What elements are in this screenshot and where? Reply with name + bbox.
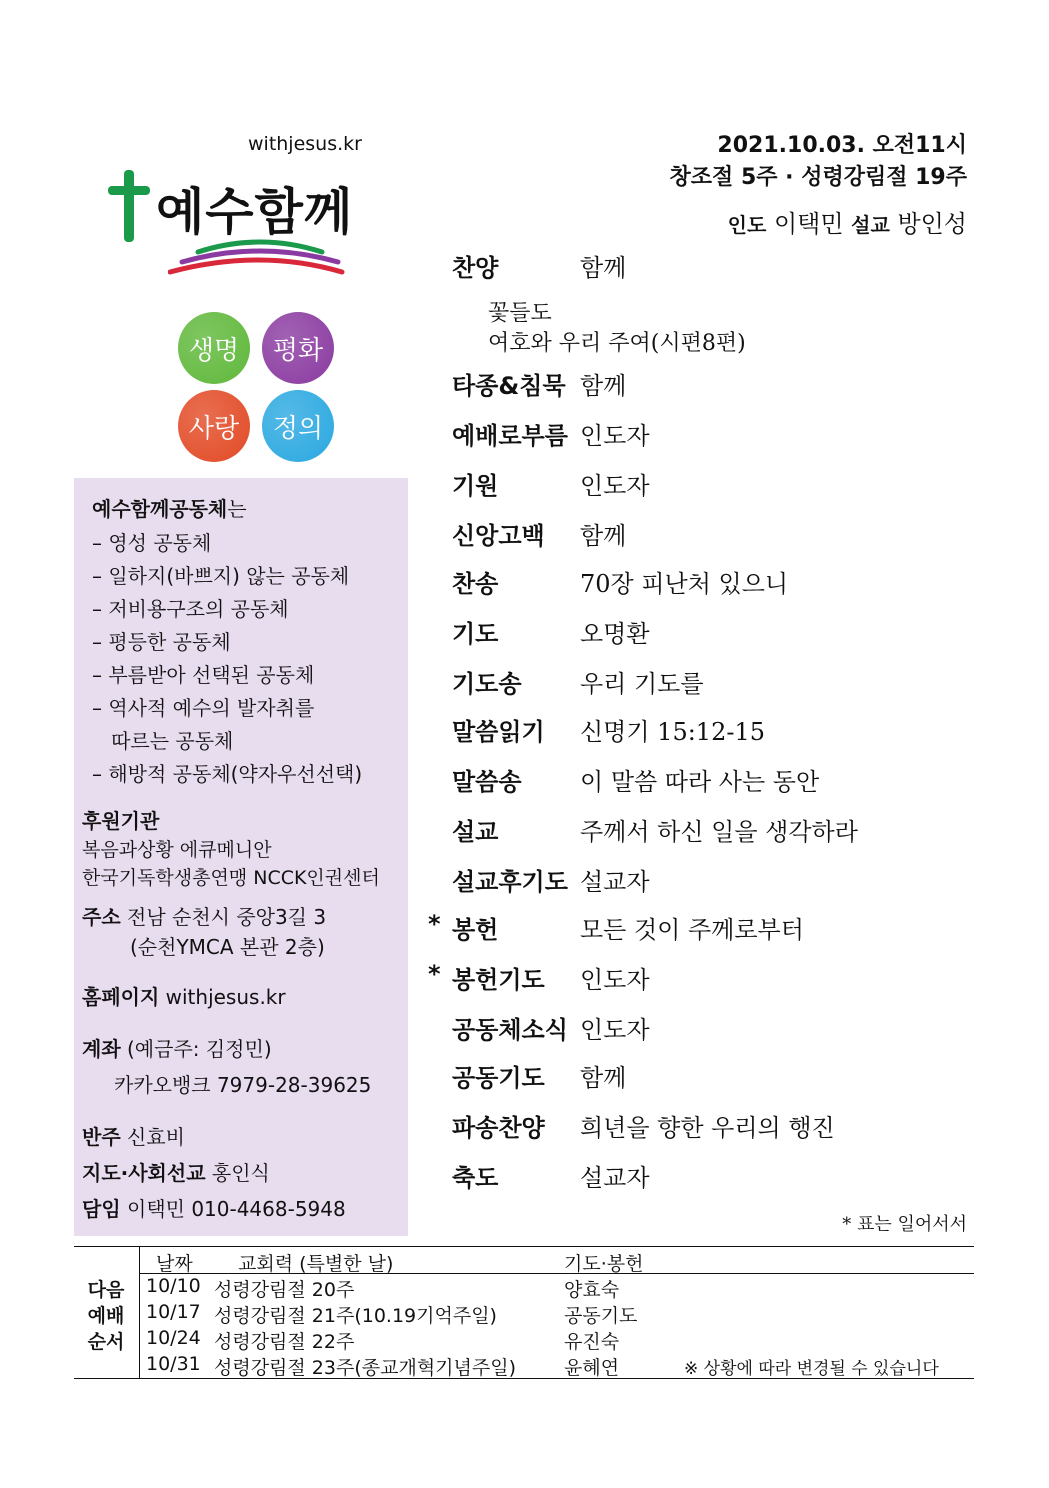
community-heading-suffix: 는 bbox=[227, 497, 247, 521]
order-value: 인도자 bbox=[580, 422, 650, 450]
order-row bbox=[428, 664, 988, 704]
col-header-date: 날짜 bbox=[156, 1253, 193, 1275]
order-row bbox=[428, 564, 988, 604]
order-row bbox=[428, 862, 988, 902]
schedule-calendar-cell: 성령강림절 21주(10.19기억주일) bbox=[214, 1305, 497, 1327]
order-label: 파송찬양 bbox=[452, 1114, 545, 1142]
order-label: 말씀송 bbox=[452, 768, 522, 796]
order-row bbox=[428, 1010, 988, 1050]
circle-justice: 정의 bbox=[262, 390, 334, 462]
account-holder: (예금주: 김정민) bbox=[127, 1037, 272, 1061]
order-value: 함께 bbox=[580, 372, 627, 400]
order-row bbox=[428, 416, 988, 456]
schedule-prayer-cell: 양효숙 bbox=[564, 1279, 620, 1301]
order-label: 설교후기도 bbox=[452, 868, 568, 896]
order-value: 함께 bbox=[580, 254, 627, 282]
schedule-prayer-cell: 유진숙 bbox=[564, 1331, 620, 1353]
praise-song: 여호와 우리 주여(시편8편) bbox=[488, 331, 746, 356]
order-label: 신앙고백 bbox=[452, 522, 545, 550]
order-label: 찬양 bbox=[452, 254, 499, 282]
order-label: 예배로부름 bbox=[452, 422, 568, 450]
site-url: withjesus.kr bbox=[248, 133, 362, 155]
order-label: 찬송 bbox=[452, 570, 499, 598]
order-row bbox=[428, 366, 988, 406]
sponsors-heading: 후원기관 bbox=[82, 809, 160, 833]
list-item: – 평등한 공동체 bbox=[92, 630, 231, 654]
order-value: 설교자 bbox=[580, 868, 650, 896]
order-value: 70장 피난처 있으니 bbox=[580, 570, 789, 598]
liturgical-season: 창조절 5주 · 성령강림절 19주 bbox=[669, 165, 967, 190]
list-item: – 저비용구조의 공동체 bbox=[92, 597, 289, 621]
staff-value: 이택민 010-4468-5948 bbox=[127, 1197, 346, 1221]
order-row bbox=[428, 960, 988, 1000]
order-value: 신명기 15:12-15 bbox=[580, 718, 765, 746]
schedule-calendar-cell: 성령강림절 20주 bbox=[214, 1279, 355, 1301]
circle-love: 사랑 bbox=[178, 390, 250, 462]
list-item: 따르는 공동체 bbox=[92, 729, 234, 753]
schedule-date-cell: 10/10 bbox=[146, 1275, 201, 1297]
order-value: 인도자 bbox=[580, 472, 650, 500]
community-panel bbox=[74, 478, 408, 1236]
order-row bbox=[428, 712, 988, 752]
list-item: – 부름받아 선택된 공동체 bbox=[92, 663, 315, 687]
homepage bbox=[82, 982, 286, 1012]
table-side-border bbox=[139, 1246, 140, 1378]
standing-note: * 표는 일어서서 bbox=[842, 1214, 967, 1235]
schedule-date-cell: 10/24 bbox=[146, 1327, 201, 1349]
account-number: 카카오뱅크 7979-28-39625 bbox=[114, 1073, 372, 1097]
schedule-footnote: ※ 상황에 따라 변경될 수 있습니다 bbox=[684, 1359, 939, 1379]
account bbox=[82, 1034, 272, 1064]
order-row bbox=[428, 516, 988, 556]
list-item: – 역사적 예수의 발자취를 bbox=[92, 696, 315, 720]
logo-arcs-icon bbox=[168, 234, 348, 284]
schedule-prayer-cell: 공동기도 bbox=[564, 1305, 638, 1327]
staff-mission bbox=[82, 1158, 270, 1188]
staff-label: 반주 bbox=[82, 1125, 121, 1149]
schedule-date-cell: 10/17 bbox=[146, 1301, 201, 1323]
order-label: 공동체소식 bbox=[452, 1016, 568, 1044]
order-label: 봉헌 bbox=[452, 916, 499, 944]
order-value: 설교자 bbox=[580, 1164, 650, 1192]
order-label: 타종&침묵 bbox=[452, 372, 566, 400]
order-row bbox=[428, 1158, 988, 1198]
circle-life: 생명 bbox=[178, 312, 250, 384]
order-label: 말씀읽기 bbox=[452, 718, 545, 746]
order-star: * bbox=[428, 910, 441, 938]
order-label: 공동기도 bbox=[452, 1064, 545, 1092]
order-label: 설교 bbox=[452, 818, 499, 846]
list-item: – 영성 공동체 bbox=[92, 531, 212, 555]
staff-label: 담임 bbox=[82, 1197, 121, 1221]
order-row bbox=[428, 1108, 988, 1148]
staff-pastor bbox=[82, 1194, 346, 1224]
sponsor-line: 복음과상황 에큐메니안 bbox=[82, 839, 272, 861]
staff-value: 홍인식 bbox=[211, 1161, 270, 1185]
order-value: 이 말씀 따라 사는 동안 bbox=[580, 768, 820, 796]
address-label: 주소 bbox=[82, 905, 121, 929]
order-value: 오명환 bbox=[580, 620, 650, 648]
sermon-label: 설교 bbox=[851, 213, 890, 237]
order-label: 기원 bbox=[452, 472, 499, 500]
sermon-name: 방인성 bbox=[897, 210, 967, 238]
service-datetime: 2021.10.03. 오전11시 bbox=[717, 133, 967, 158]
sponsors-list bbox=[82, 836, 380, 892]
leaders bbox=[728, 204, 967, 239]
community-list bbox=[92, 528, 362, 789]
lead-name: 이택민 bbox=[773, 210, 844, 238]
cross-bar bbox=[108, 186, 150, 195]
order-row bbox=[428, 614, 988, 654]
order-star: * bbox=[428, 960, 441, 988]
logo-title: 예수함께 bbox=[156, 183, 354, 241]
address bbox=[82, 902, 326, 932]
col-header-calendar: 교회력 (특별한 날) bbox=[238, 1253, 394, 1275]
sponsor-line: 한국기독학생총연맹 NCCK인권센터 bbox=[82, 867, 380, 889]
side-label: 예배 bbox=[87, 1305, 125, 1327]
order-value: 모든 것이 주께로부터 bbox=[580, 916, 804, 944]
cross-icon bbox=[124, 170, 134, 242]
order-label: 기도 bbox=[452, 620, 499, 648]
order-value: 함께 bbox=[580, 1064, 627, 1092]
circle-peace: 평화 bbox=[262, 312, 334, 384]
staff-value: 신효비 bbox=[127, 1125, 185, 1149]
order-label: 축도 bbox=[452, 1164, 499, 1192]
side-label: 순서 bbox=[87, 1331, 125, 1353]
homepage-value: withjesus.kr bbox=[165, 985, 286, 1009]
order-row bbox=[428, 248, 988, 288]
order-row bbox=[428, 762, 988, 802]
list-item: – 일하지(바쁘지) 않는 공동체 bbox=[92, 564, 350, 588]
order-value: 인도자 bbox=[580, 966, 650, 994]
order-value: 함께 bbox=[580, 522, 627, 550]
address-line1: 전남 순천시 중앙3길 3 bbox=[127, 905, 327, 929]
lead-label: 인도 bbox=[727, 213, 767, 237]
staff-label: 지도·사회선교 bbox=[82, 1161, 206, 1185]
staff-accompanist bbox=[82, 1122, 185, 1152]
order-value: 우리 기도를 bbox=[580, 670, 704, 698]
order-row bbox=[428, 910, 988, 950]
praise-song: 꽃들도 bbox=[488, 301, 552, 326]
order-label: 기도송 bbox=[452, 670, 522, 698]
order-row bbox=[428, 466, 988, 506]
order-label: 봉헌기도 bbox=[452, 966, 545, 994]
col-header-prayer: 기도·봉헌 bbox=[564, 1253, 644, 1275]
community-heading bbox=[92, 494, 247, 524]
homepage-label: 홈페이지 bbox=[82, 985, 160, 1009]
schedule-date-cell: 10/31 bbox=[146, 1353, 201, 1375]
community-heading-bold: 예수함께공동체 bbox=[92, 497, 228, 521]
list-item: – 해방적 공동체(약자우선선택) bbox=[92, 762, 363, 786]
table-top-border bbox=[74, 1246, 974, 1247]
order-value: 희년을 향한 우리의 행진 bbox=[580, 1114, 835, 1142]
address-line2: (순천YMCA 본관 2층) bbox=[130, 935, 325, 959]
schedule-calendar-cell: 성령강림절 22주 bbox=[214, 1331, 355, 1353]
order-row bbox=[428, 1058, 988, 1098]
order-value: 주께서 하신 일을 생각하라 bbox=[580, 818, 858, 846]
account-label: 계좌 bbox=[82, 1037, 121, 1061]
schedule-prayer-cell: 윤혜연 bbox=[564, 1357, 620, 1379]
side-label: 다음 bbox=[87, 1279, 125, 1301]
order-row bbox=[428, 812, 988, 852]
order-value: 인도자 bbox=[580, 1016, 650, 1044]
schedule-calendar-cell: 성령강림절 23주(종교개혁기념주일) bbox=[214, 1357, 516, 1379]
